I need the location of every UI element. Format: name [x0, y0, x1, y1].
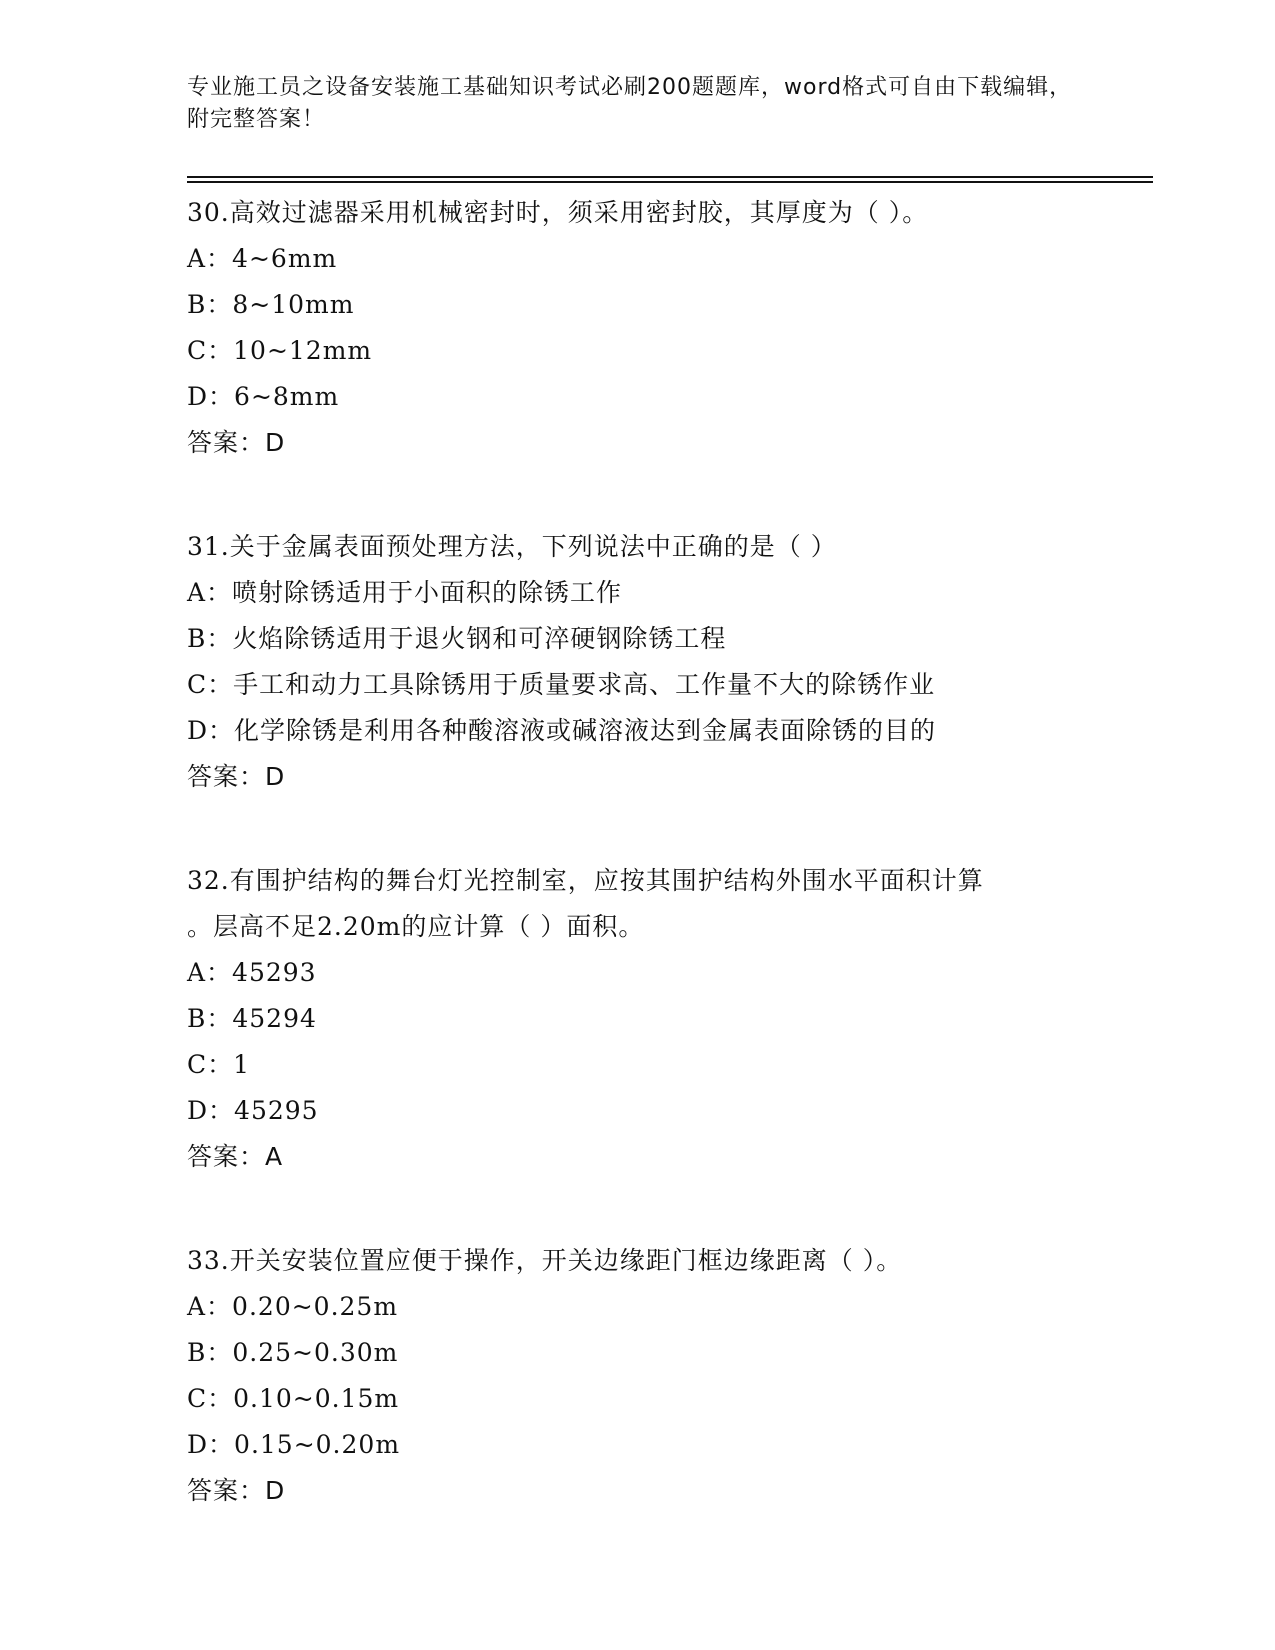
option-a: A：45293	[187, 958, 317, 987]
question-text: 33.开关安装位置应便于操作，开关边缘距门框边缘距离（ ）。	[187, 1246, 903, 1275]
option-c: C：0.10~0.15m	[187, 1384, 400, 1413]
option-d: D：0.15~0.20m	[187, 1430, 401, 1459]
question-gap	[187, 1180, 1087, 1238]
option-b: B：45294	[187, 1004, 317, 1033]
question-text: 31.关于金属表面预处理方法，下列说法中正确的是（ ）	[187, 532, 837, 561]
question-gap	[187, 466, 1087, 524]
option-c: C：1	[187, 1050, 251, 1079]
question-list	[187, 190, 1087, 1514]
header-divider-top	[187, 176, 1153, 178]
option-b: B：0.25~0.30m	[187, 1338, 399, 1367]
question-30	[187, 190, 1087, 466]
question-32	[187, 858, 1087, 1180]
option-a: A：0.20~0.25m	[187, 1292, 399, 1321]
question-31	[187, 524, 1087, 800]
option-c: C：手工和动力工具除锈用于质量要求高、工作量不大的除锈作业	[187, 670, 936, 699]
question-gap	[187, 800, 1087, 858]
option-b: B：8~10mm	[187, 290, 355, 319]
question-33	[187, 1238, 1087, 1514]
answer-text: 答案：D	[187, 428, 286, 457]
option-a: A：4~6mm	[187, 244, 338, 273]
option-d: D：45295	[187, 1096, 319, 1125]
option-d: D：6~8mm	[187, 382, 340, 411]
document-header: 专业施工员之设备安装施工基础知识考试必刷200题题库，word格式可自由下载编辑，附完整答案！	[187, 75, 1073, 132]
answer-text: 答案：D	[187, 762, 286, 791]
question-text-line-1: 32.有围护结构的舞台灯光控制室，应按其围护结构外围水平面积计算	[187, 866, 984, 895]
question-text-line-2: 。层高不足2.20m的应计算（ ）面积。	[187, 912, 645, 941]
option-b: B：火焰除锈适用于退火钢和可淬硬钢除锈工程	[187, 624, 727, 653]
header-divider-bottom	[187, 181, 1153, 183]
option-a: A：喷射除锈适用于小面积的除锈工作	[187, 578, 623, 607]
question-text: 30.高效过滤器采用机械密封时，须采用密封胶，其厚度为（ ）。	[187, 198, 929, 227]
answer-text: 答案：A	[187, 1142, 284, 1171]
option-d: D：化学除锈是利用各种酸溶液或碱溶液达到金属表面除锈的目的	[187, 716, 937, 745]
answer-text: 答案：D	[187, 1476, 286, 1505]
option-c: C：10~12mm	[187, 336, 373, 365]
